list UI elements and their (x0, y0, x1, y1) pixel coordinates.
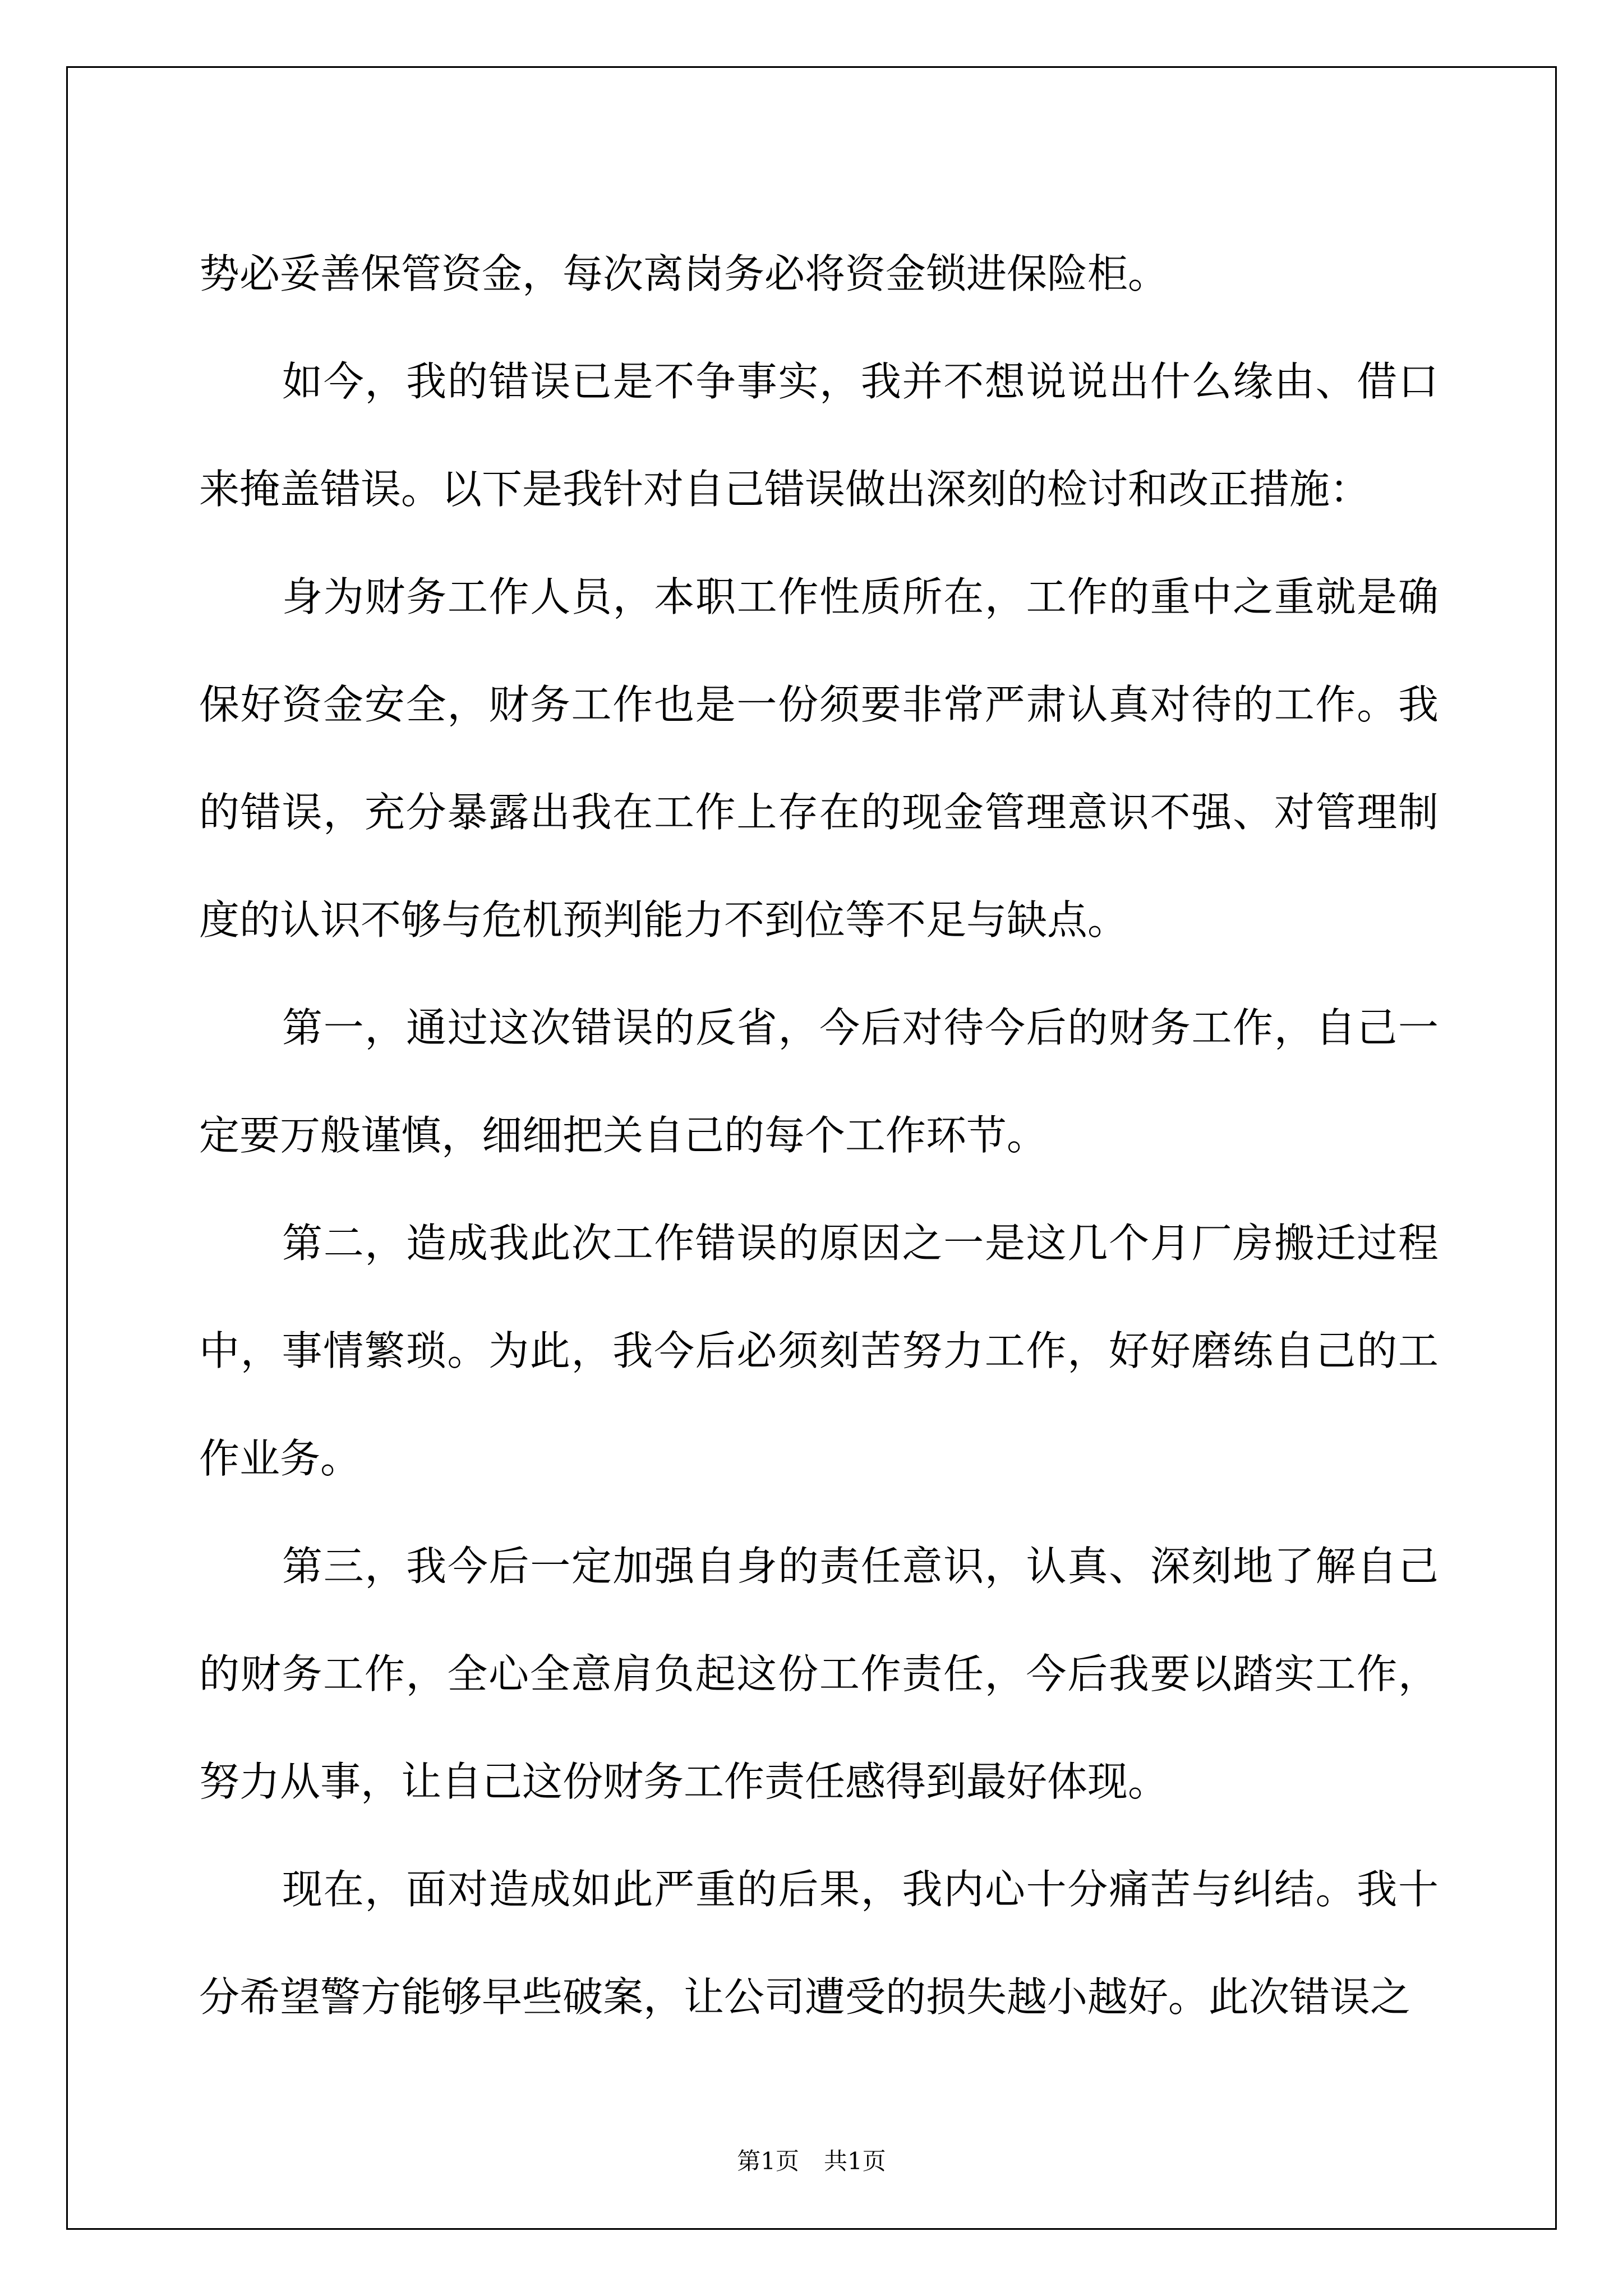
paragraph-3: 身为财务工作人员，本职工作性质所在，工作的重中之重就是确保好资金安全，财务工作也是一份须要非常严肃认真对待的工作。我的错误，充分暴露出我在工作上存在的现金管理意识不强、对管理制度的认识不够与危机预判能力不到位等不足与缺点。 (199, 573, 1438, 944)
paragraph-1: 势必妥善保管资金，每次离岗务必将资金锁进保险柜。 (199, 250, 1169, 297)
paragraph-6: 第三，我今后一定加强自身的责任意识，认真、深刻地了解自己的财务工作，全心全意肩负起这份工作责任，今后我要以踏实工作，努力从事，让自己这份财务工作责任感得到最好体现。 (199, 1543, 1438, 1805)
paragraph-2: 如今，我的错误已是不争事实，我并不想说说出什么缘由、借口来掩盖错误。以下是我针对自己错误做出深刻的检讨和改正措施： (199, 358, 1438, 513)
document-body (199, 220, 1438, 2051)
page-number-total: 共1页 (824, 2147, 886, 2175)
paragraph-4: 第一，通过这次错误的反省，今后对待今后的财务工作，自己一定要万般谨慎，细细把关自己的每个工作环节。 (199, 1004, 1438, 1159)
page-number-current: 第1页 (737, 2147, 799, 2175)
paragraph-7: 现在，面对造成如此严重的后果，我内心十分痛苦与纠结。我十分希望警方能够早些破案，让公司遭受的损失越小越好。此次错误之 (199, 1866, 1438, 2021)
page-footer (0, 2143, 1623, 2177)
paragraph-5: 第二，造成我此次工作错误的原因之一是这几个月厂房搬迁过程中，事情繁琐。为此，我今后必须刻苦努力工作，好好磨练自己的工作业务。 (199, 1220, 1438, 1482)
